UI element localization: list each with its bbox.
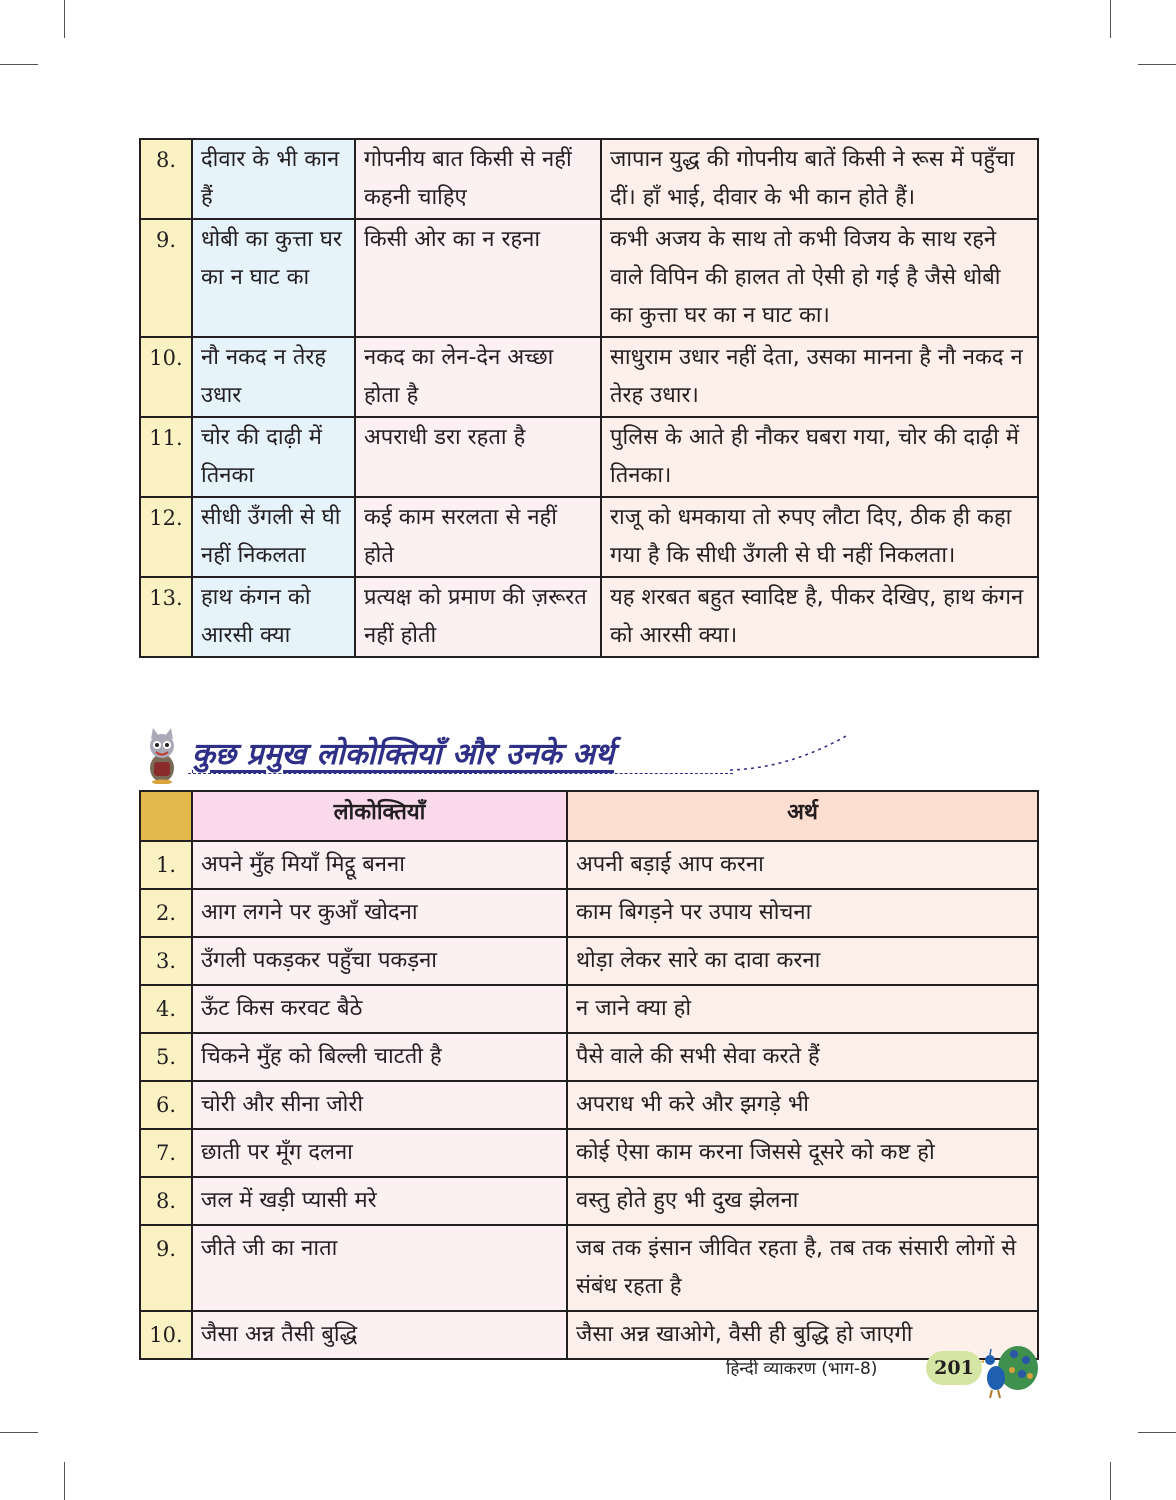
row-number: 9. bbox=[140, 1225, 192, 1311]
row-number: 2. bbox=[140, 889, 192, 937]
example-cell: कभी अजय के साथ तो कभी विजय के साथ रहने वाले विपिन की हालत तो ऐसी हो गई है जैसे धोबी का कुत्ता घर का न घाट का। bbox=[601, 219, 1038, 337]
table-row bbox=[140, 1081, 1038, 1129]
crop-mark bbox=[64, 1462, 65, 1500]
example-cell: राजू को धमकाया तो रुपए लौटा दिए, ठीक ही कहा गया है कि सीधी उँगली से घी नहीं निकलता। bbox=[601, 497, 1038, 577]
proverb-cell: उँगली पकड़कर पहुँचा पकड़ना bbox=[192, 937, 567, 985]
proverb-cell: छाती पर मूँग दलना bbox=[192, 1129, 567, 1177]
peacock-icon bbox=[978, 1340, 1040, 1400]
crop-mark bbox=[0, 1432, 38, 1433]
row-number: 5. bbox=[140, 1033, 192, 1081]
proverb-cell: चिकने मुँह को बिल्ली चाटती है bbox=[192, 1033, 567, 1081]
proverb-cell: आग लगने पर कुआँ खोदना bbox=[192, 889, 567, 937]
idioms-table bbox=[139, 138, 1039, 658]
table-row bbox=[140, 1033, 1038, 1081]
meaning-cell: अपराधी डरा रहता है bbox=[355, 417, 601, 497]
example-cell: पुलिस के आते ही नौकर घबरा गया, चोर की दाढ़ी में तिनका। bbox=[601, 417, 1038, 497]
table-row bbox=[140, 1129, 1038, 1177]
meaning-cell: किसी ओर का न रहना bbox=[355, 219, 601, 337]
row-number: 10. bbox=[140, 1311, 192, 1359]
row-number: 12. bbox=[140, 497, 192, 577]
proverb-cell: ऊँट किस करवट बैठे bbox=[192, 985, 567, 1033]
meaning-cell: वस्तु होते हुए भी दुख झेलना bbox=[567, 1177, 1038, 1225]
proverbs-table bbox=[139, 790, 1039, 1360]
proverb-cell: जल में खड़ी प्यासी मरे bbox=[192, 1177, 567, 1225]
table-row bbox=[140, 577, 1038, 657]
table-row bbox=[140, 1225, 1038, 1311]
idiom-cell: धोबी का कुत्ता घर का न घाट का bbox=[192, 219, 355, 337]
meaning-cell: गोपनीय बात किसी से नहीं कहनी चाहिए bbox=[355, 139, 601, 219]
row-number: 8. bbox=[140, 139, 192, 219]
meaning-cell: थोड़ा लेकर सारे का दावा करना bbox=[567, 937, 1038, 985]
book-title: हिन्दी व्याकरण (भाग-8) bbox=[726, 1359, 878, 1379]
proverb-cell: जीते जी का नाता bbox=[192, 1225, 567, 1311]
meaning-cell: प्रत्यक्ष को प्रमाण की ज़रूरत नहीं होती bbox=[355, 577, 601, 657]
heading-underline bbox=[188, 773, 733, 774]
cat-mascot-icon bbox=[140, 728, 184, 784]
row-number: 1. bbox=[140, 841, 192, 889]
table-row bbox=[140, 985, 1038, 1033]
meaning-cell: अपनी बड़ाई आप करना bbox=[567, 841, 1038, 889]
crop-mark bbox=[1138, 1432, 1176, 1433]
meaning-cell: कई काम सरलता से नहीं होते bbox=[355, 497, 601, 577]
row-number: 6. bbox=[140, 1081, 192, 1129]
meaning-cell: जैसा अन्न खाओगे, वैसी ही बुद्धि हो जाएगी bbox=[567, 1311, 1038, 1359]
table-row bbox=[140, 337, 1038, 417]
meaning-cell: न जाने क्या हो bbox=[567, 985, 1038, 1033]
idiom-cell: हाथ कंगन को आरसी क्या bbox=[192, 577, 355, 657]
table-row bbox=[140, 139, 1038, 219]
table-row bbox=[140, 841, 1038, 889]
page-number: 201 bbox=[926, 1351, 982, 1385]
row-number: 9. bbox=[140, 219, 192, 337]
crop-mark bbox=[64, 0, 65, 38]
example-cell: जापान युद्ध की गोपनीय बातें किसी ने रूस में पहुँचा दीं। हाँ भाई, दीवार के भी कान होते हैं। bbox=[601, 139, 1038, 219]
idiom-cell: चोर की दाढ़ी में तिनका bbox=[192, 417, 355, 497]
row-number: 7. bbox=[140, 1129, 192, 1177]
crop-mark bbox=[1110, 0, 1111, 38]
meaning-cell: जब तक इंसान जीवित रहता है, तब तक संसारी लोगों से संबंध रहता है bbox=[567, 1225, 1038, 1311]
table-header-row bbox=[140, 791, 1038, 841]
row-number: 10. bbox=[140, 337, 192, 417]
section-title: कुछ प्रमुख लोकोक्तियाँ और उनके अर्थ bbox=[192, 737, 615, 772]
meaning-cell: कोई ऐसा काम करना जिससे दूसरे को कष्ट हो bbox=[567, 1129, 1038, 1177]
table-row bbox=[140, 219, 1038, 337]
row-number: 13. bbox=[140, 577, 192, 657]
proverb-cell: जैसा अन्न तैसी बुद्धि bbox=[192, 1311, 567, 1359]
header-number-cell bbox=[140, 791, 192, 841]
table-row bbox=[140, 417, 1038, 497]
meaning-cell: अपराध भी करे और झगड़े भी bbox=[567, 1081, 1038, 1129]
table-row bbox=[140, 497, 1038, 577]
table-row bbox=[140, 889, 1038, 937]
table-row bbox=[140, 1177, 1038, 1225]
proverb-cell: अपने मुँह मियाँ मिट्ठू बनना bbox=[192, 841, 567, 889]
dotted-swash bbox=[730, 734, 850, 774]
crop-mark bbox=[1110, 1462, 1111, 1500]
meaning-cell: काम बिगड़ने पर उपाय सोचना bbox=[567, 889, 1038, 937]
meaning-cell: पैसे वाले की सभी सेवा करते हैं bbox=[567, 1033, 1038, 1081]
page-footer bbox=[726, 1340, 1046, 1400]
example-cell: यह शरबत बहुत स्वादिष्ट है, पीकर देखिए, हाथ कंगन को आरसी क्या। bbox=[601, 577, 1038, 657]
idiom-cell: दीवार के भी कान हैं bbox=[192, 139, 355, 219]
crop-mark bbox=[0, 64, 38, 65]
proverb-cell: चोरी और सीना जोरी bbox=[192, 1081, 567, 1129]
table-row bbox=[140, 937, 1038, 985]
row-number: 11. bbox=[140, 417, 192, 497]
idiom-cell: सीधी उँगली से घी नहीं निकलता bbox=[192, 497, 355, 577]
example-cell: साधुराम उधार नहीं देता, उसका मानना है नौ नकद न तेरह उधार। bbox=[601, 337, 1038, 417]
idiom-cell: नौ नकद न तेरह उधार bbox=[192, 337, 355, 417]
header-meaning: अर्थ bbox=[567, 791, 1038, 841]
meaning-cell: नकद का लेन-देन अच्छा होता है bbox=[355, 337, 601, 417]
row-number: 8. bbox=[140, 1177, 192, 1225]
row-number: 3. bbox=[140, 937, 192, 985]
crop-mark bbox=[1138, 64, 1176, 65]
section-heading bbox=[140, 728, 860, 784]
header-proverbs: लोकोक्तियाँ bbox=[192, 791, 567, 841]
row-number: 4. bbox=[140, 985, 192, 1033]
